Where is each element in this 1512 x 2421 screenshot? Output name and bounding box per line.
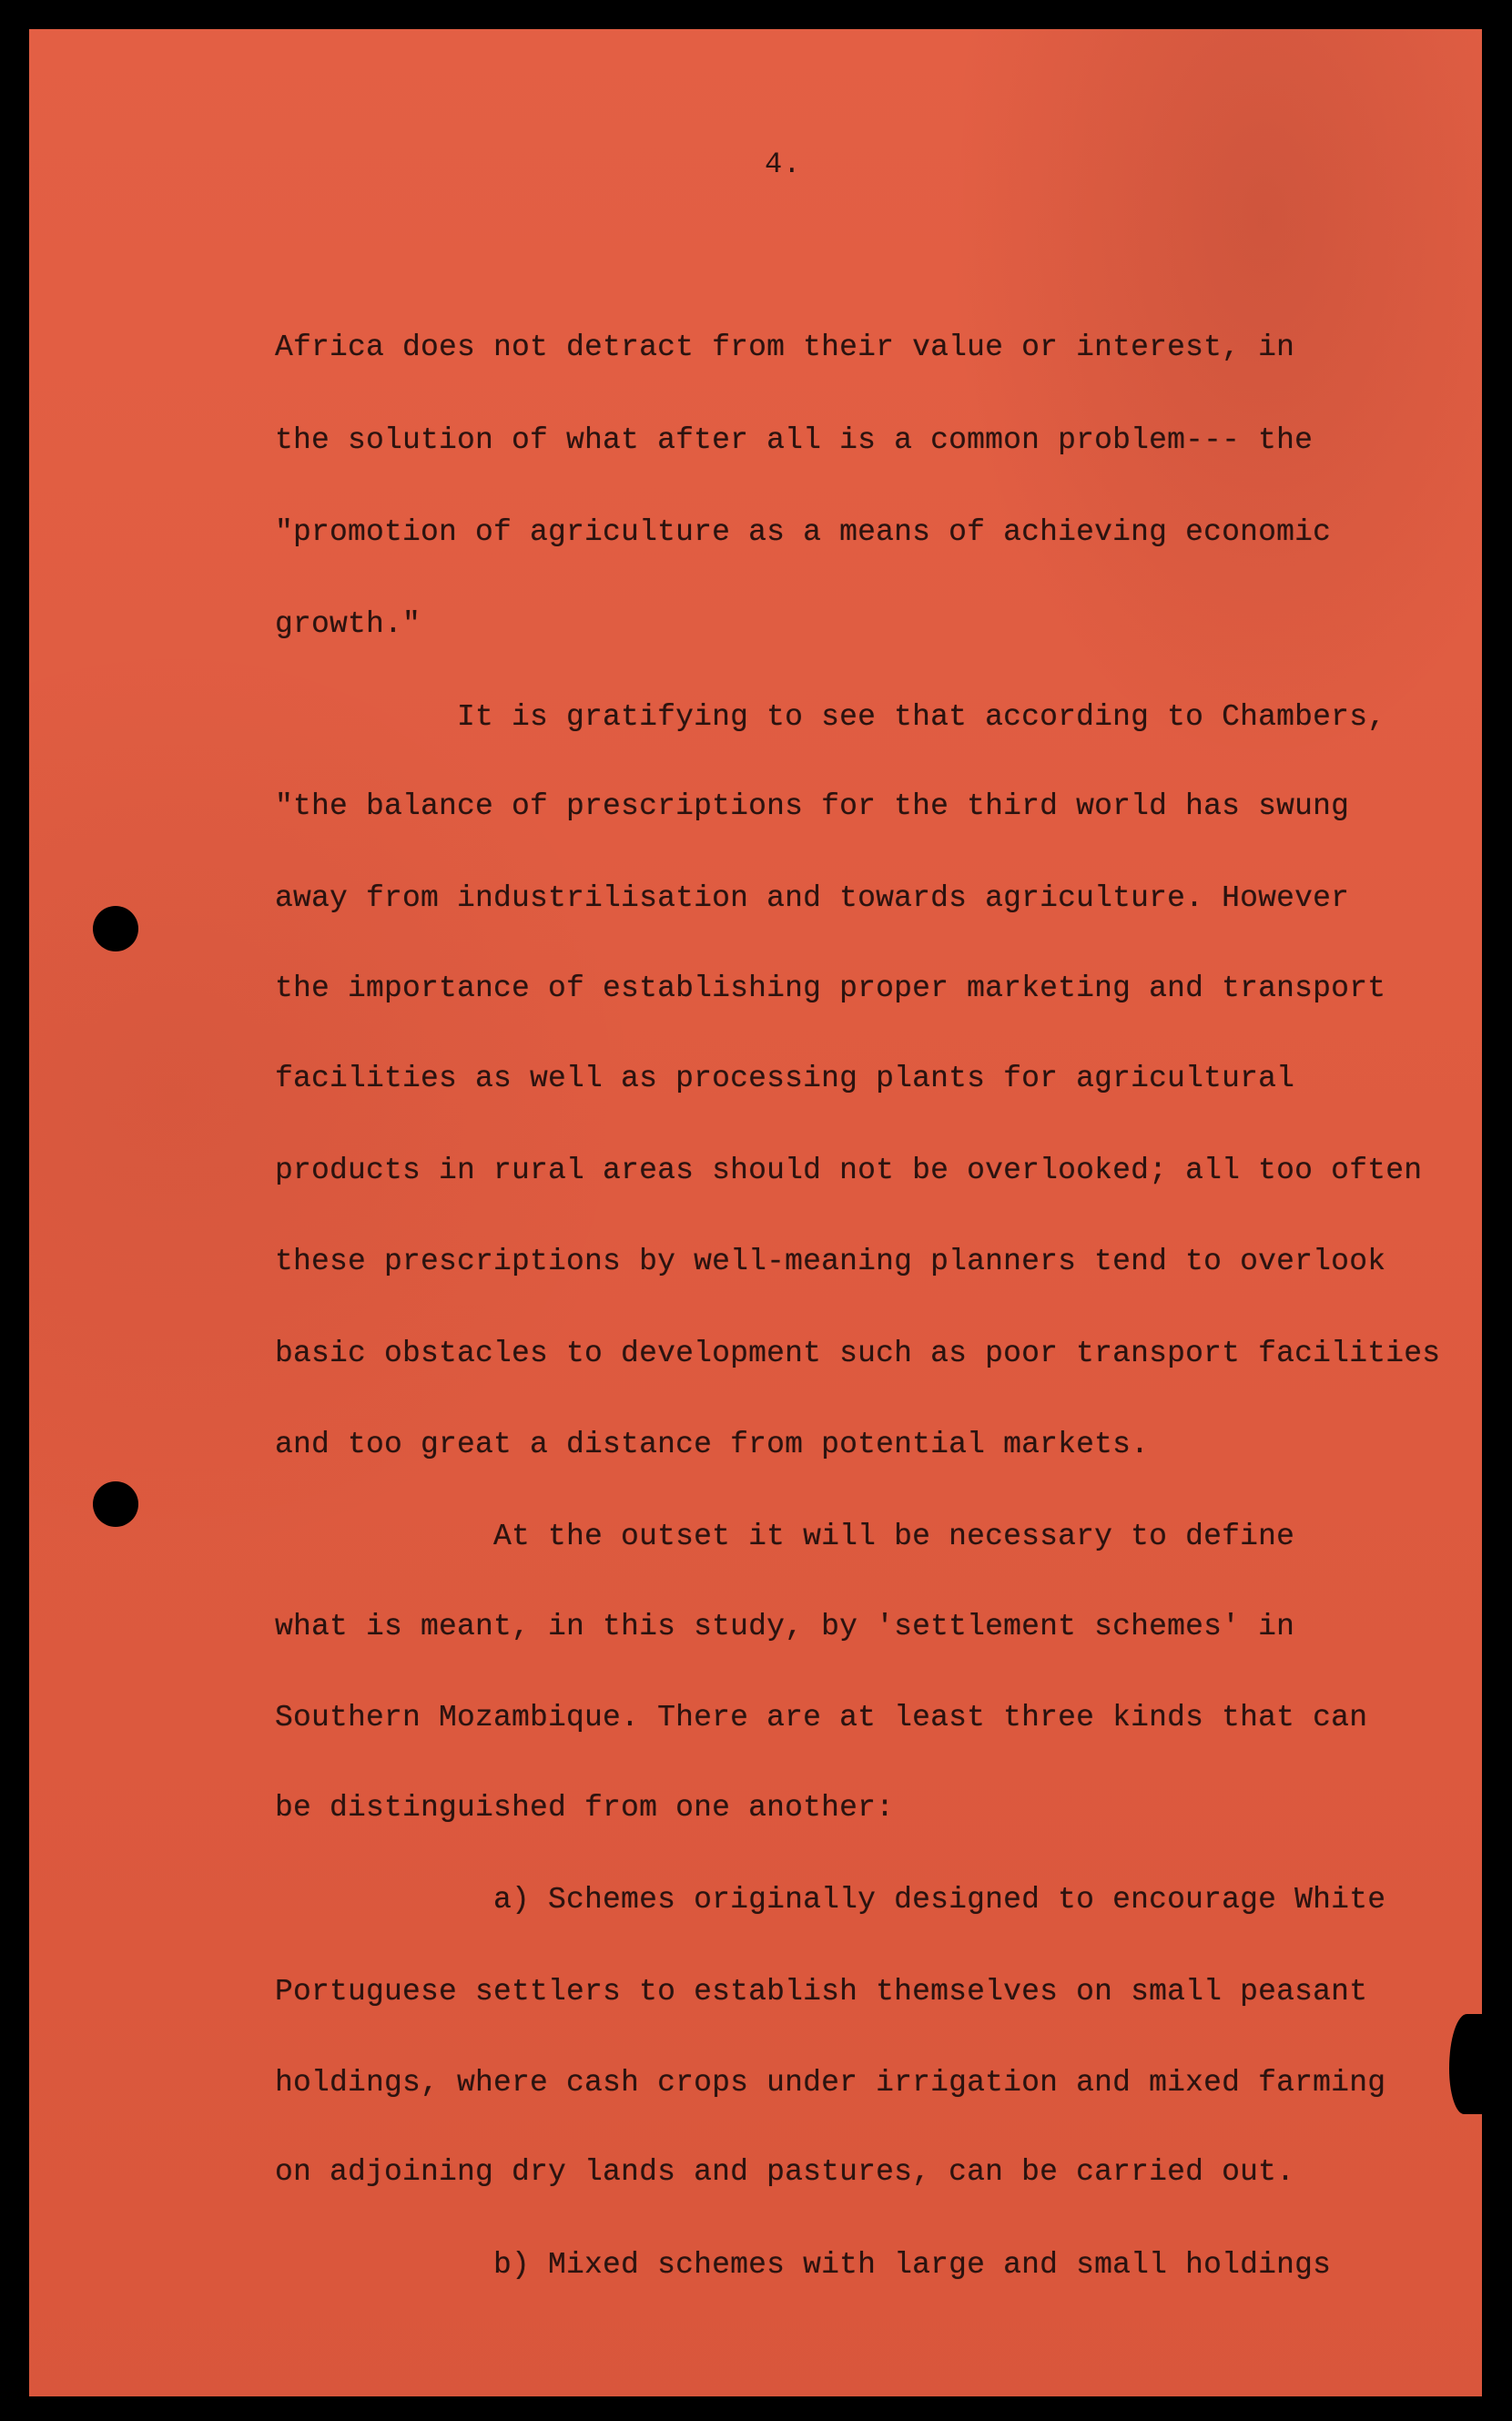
text-line: basic obstacles to development such as poor transport facilities — [275, 1337, 1441, 1370]
text-line: products in rural areas should not be overlooked; all too often — [275, 1154, 1423, 1187]
document-page — [29, 29, 1482, 2396]
text-line: "promotion of agriculture as a means of achieving economic — [275, 515, 1332, 549]
text-line: on adjoining dry lands and pastures, can be carried out. — [275, 2155, 1295, 2189]
text-line: At the outset it will be necessary to define — [275, 1520, 1295, 1553]
text-line: these prescriptions by well-meaning planners tend to overlook — [275, 1245, 1386, 1278]
text-line: b) Mixed schemes with large and small holdings — [275, 2248, 1332, 2282]
text-line: Southern Mozambique. There are at least three kinds that can — [275, 1701, 1368, 1734]
text-line: be distinguished from one another: — [275, 1791, 895, 1825]
text-line: holdings, where cash crops under irrigation and mixed farming — [275, 2066, 1386, 2100]
text-line: away from industrilisation and towards agriculture. However — [275, 881, 1350, 915]
text-line: and too great a distance from potential markets. — [275, 1428, 1150, 1461]
text-line: "the balance of prescriptions for the third world has swung — [275, 789, 1350, 823]
text-line: the importance of establishing proper marketing and transport — [275, 971, 1386, 1005]
text-line: a) Schemes originally designed to encourage White — [275, 1883, 1386, 1917]
page-number: 4. — [765, 147, 802, 181]
punch-hole — [93, 1481, 138, 1527]
text-line: facilities as well as processing plants for agricultural — [275, 1062, 1295, 1095]
text-line: growth." — [275, 607, 421, 641]
text-line: Portuguese settlers to establish themselves on small peasant — [275, 1975, 1368, 2009]
text-line: Africa does not detract from their value or interest, in — [275, 331, 1295, 364]
text-line: what is meant, in this study, by 'settlement schemes' in — [275, 1610, 1295, 1643]
text-line: It is gratifying to see that according to Chambers, — [275, 700, 1386, 734]
torn-edge — [1449, 2014, 1482, 2114]
text-line: the solution of what after all is a common problem--- the — [275, 423, 1314, 457]
punch-hole — [93, 906, 138, 951]
